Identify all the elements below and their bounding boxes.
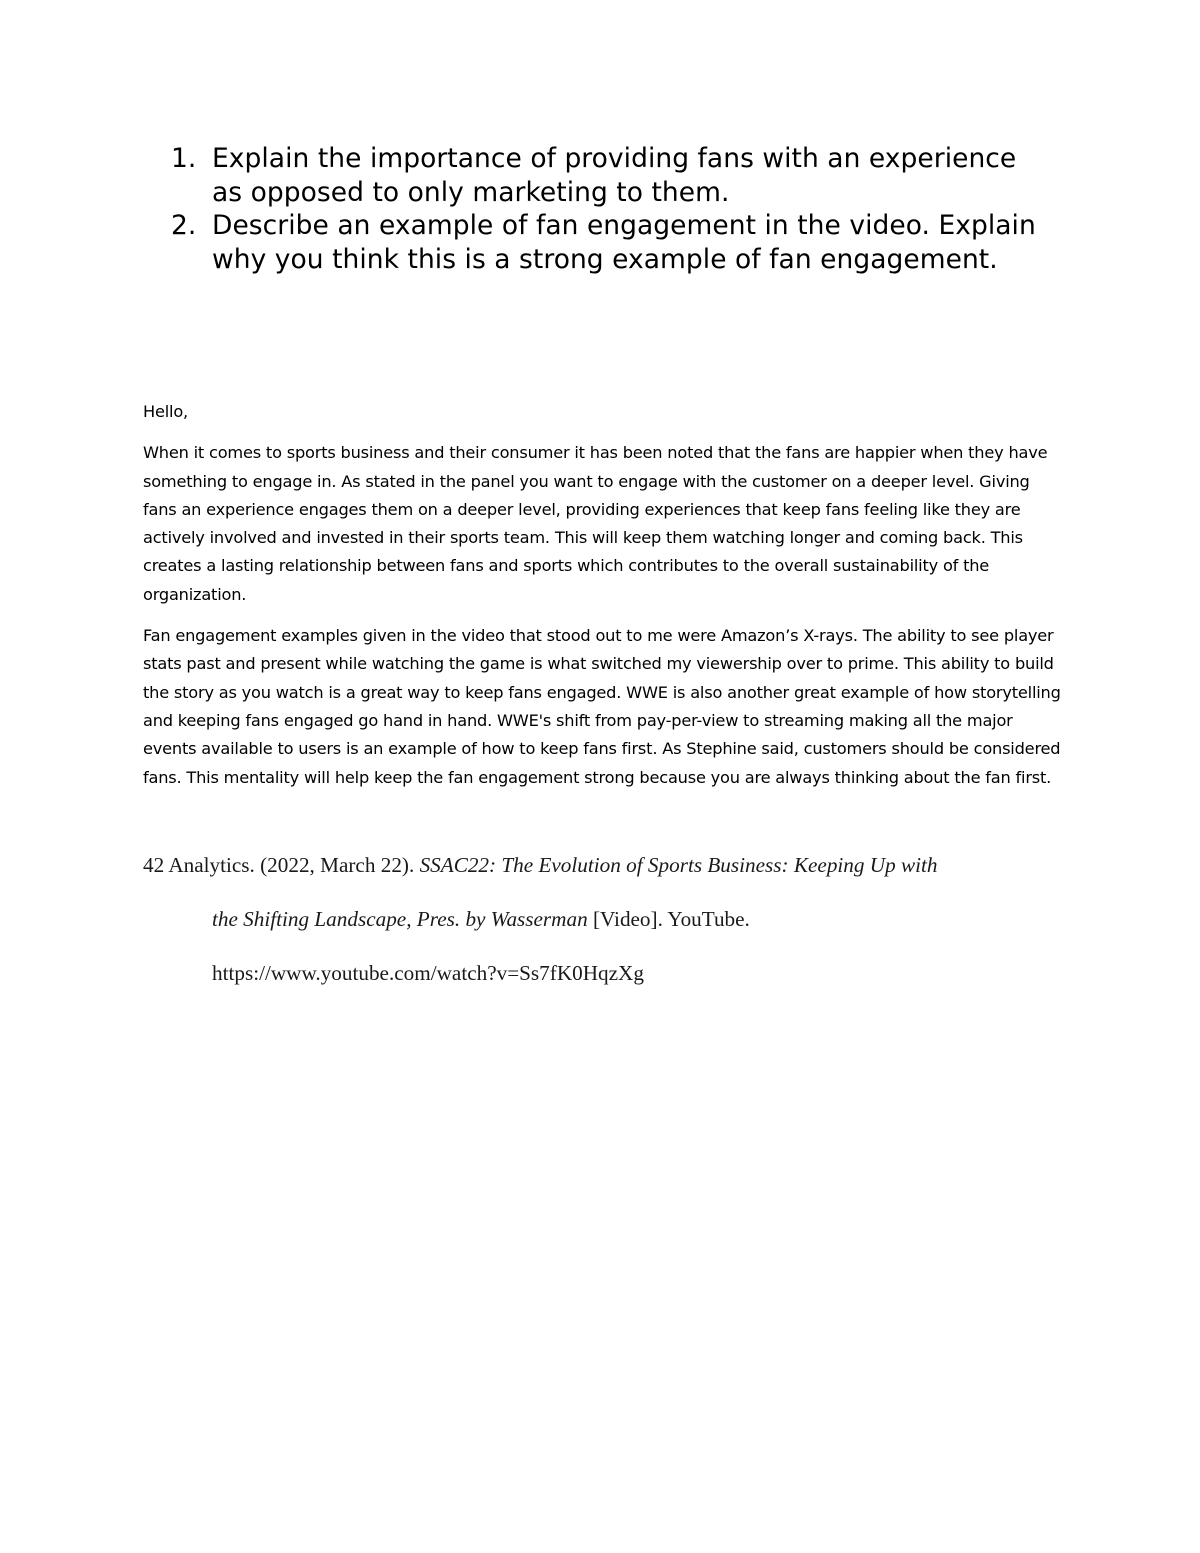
citation-title-continued: the Shifting Landscape, Pres. by Wasserman	[212, 907, 588, 931]
citation-url: https://www.youtube.com/watch?v=Ss7fK0HqzXg	[212, 961, 644, 985]
citation-line	[143, 946, 1063, 1000]
citation-title: SSAC22: The Evolution of Sports Business: Keeping Up with	[419, 853, 938, 877]
question-item	[171, 142, 1051, 209]
question-number: 1.	[171, 143, 197, 174]
reference-citation	[143, 838, 1063, 1000]
greeting: Hello,	[143, 402, 188, 421]
question-item	[171, 209, 1051, 276]
response-body	[143, 398, 1063, 792]
citation-format: [Video]. YouTube.	[587, 907, 750, 931]
question-text: Explain the importance of providing fans with an experience as opposed to only marketing to them.	[212, 143, 1017, 208]
response-paragraph: Fan engagement examples given in the video that stood out to me were Amazon’s X-rays. The ability to see player stats past and present while watching the game is what switched my viewership over to prime. This ability to build the story as you watch is a great way to keep fans engaged. WWE is also another great example of how storytelling and keeping fans engaged go hand in hand. WWE's shift from pay-per-view to streaming making all the major events available to users is an example of how to keep fans first. As Stephine said, customers should be considered fans. This mentality will help keep the fan engagement strong because you are always thinking about the fan first.	[143, 626, 1061, 787]
question-number: 2.	[171, 210, 197, 241]
citation-line	[143, 838, 1063, 892]
response-paragraph: When it comes to sports business and their consumer it has been noted that the fans are happier when they have something to engage in. As stated in the panel you want to engage with the customer on a deeper level. Giving fans an experience engages them on a deeper level, providing experiences that keep fans feeling like they are actively involved and invested in their sports team. This will keep them watching longer and coming back. This creates a lasting relationship between fans and sports which contributes to the overall sustainability of the organization.	[143, 443, 1048, 604]
question-text: Describe an example of fan engagement in the video. Explain why you think this is a strong example of fan engagement.	[212, 210, 1036, 275]
citation-author-date: 42 Analytics. (2022, March 22).	[143, 853, 420, 877]
question-list	[171, 142, 1051, 276]
citation-line	[143, 892, 1063, 946]
